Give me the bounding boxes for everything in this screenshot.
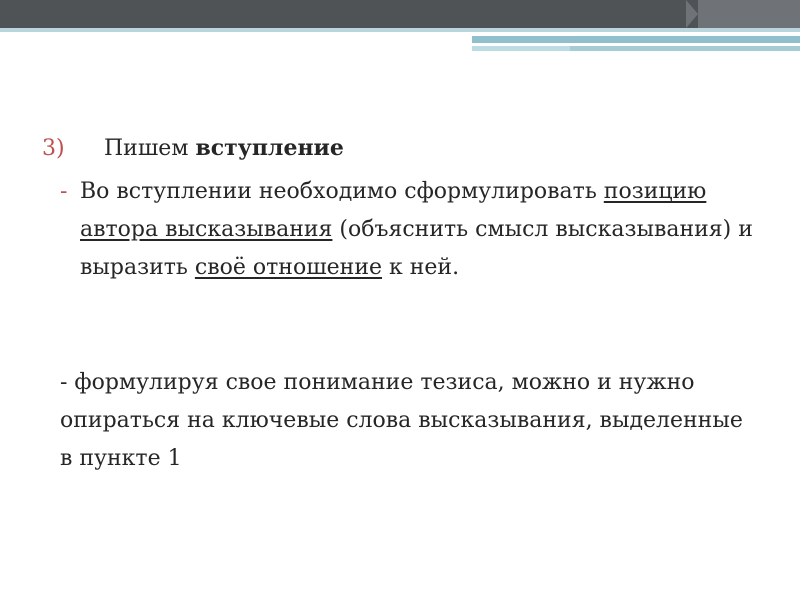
bullet-item xyxy=(60,173,760,287)
bullet-text xyxy=(60,173,760,287)
underlined-phrase-author-position: позицию автора высказывания xyxy=(80,179,707,242)
bullet-text-part: Во вступлении необходимо сформулировать xyxy=(80,179,604,204)
list-item-heading xyxy=(42,133,344,164)
list-number: 3) xyxy=(42,136,65,161)
heading-text: Пишем xyxy=(104,136,196,161)
bullet-text-part: (объяснить смысл высказывания) и выразить xyxy=(80,217,753,280)
heading-bold-text: вступление xyxy=(195,135,344,161)
body-paragraph: - формулируя свое понимание тезиса, можно и нужно опираться на ключевые слова высказывания, выделенные в пункте 1 xyxy=(60,370,743,471)
bullet-text-part: к ней. xyxy=(382,255,460,280)
bullet-dash-marker: - xyxy=(60,179,68,204)
underlined-phrase-own-attitude: своё отношение xyxy=(194,255,383,280)
